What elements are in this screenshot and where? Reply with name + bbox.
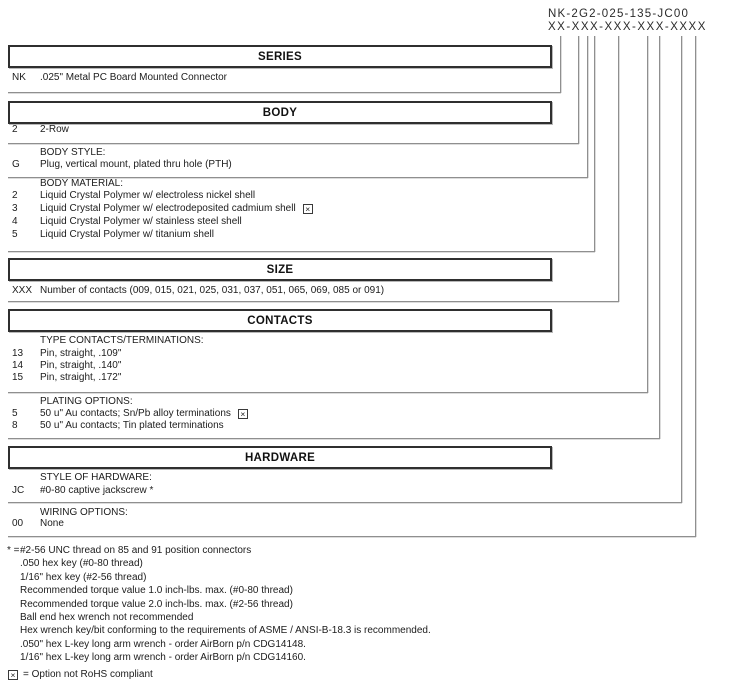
connector-line-body-row <box>578 36 579 144</box>
body-style-code: G <box>12 159 20 170</box>
contact-type-desc: Pin, straight, .109" <box>40 348 122 359</box>
footnote-asterisk: * = <box>7 545 20 556</box>
size-code: XXX <box>12 285 33 296</box>
hardware-style-code: JC <box>12 485 25 496</box>
contact-type-label: TYPE CONTACTS/TERMINATIONS: <box>40 335 204 346</box>
body-material-desc-text: Liquid Crystal Polymer w/ electrodeposited cadmium shell <box>40 203 296 214</box>
body-material-code: 4 <box>12 216 18 227</box>
rohs-legend-text: = Option not RoHS compliant <box>23 669 153 680</box>
body-material-code: 3 <box>12 203 18 214</box>
wiring-code: 00 <box>12 518 24 529</box>
body-material-code: 2 <box>12 190 18 201</box>
section-header-size: SIZE <box>8 258 552 281</box>
contact-type-code: 14 <box>12 360 24 371</box>
plating-desc-text: 50 u" Au contacts; Sn/Pb alloy terminations <box>40 408 231 419</box>
connector-line-body-style <box>587 36 588 178</box>
footnote-line: Hex wrench key/bit conforming to the requirements of ASME / ANSI-B-18.3 is recommended. <box>20 625 431 637</box>
connector-line-series <box>560 36 561 93</box>
rule-size <box>8 301 619 302</box>
footnote-text: #2-56 UNC thread on 85 and 91 position connectors <box>20 545 252 556</box>
footnote-line: 1/16" hex key (#2-56 thread) <box>20 571 147 583</box>
footnote-line: .050" hex L-key long arm wrench - order AirBorn p/n CDG14148. <box>20 638 306 650</box>
body-style-desc: Plug, vertical mount, plated thru hole (PTH) <box>40 159 232 170</box>
body-material-code: 5 <box>12 229 18 240</box>
part-number-mask: XX-XXX-XXX-XXX-XXXX <box>548 21 707 33</box>
section-header-contacts: CONTACTS <box>8 309 552 332</box>
not-rohs-icon: × <box>8 670 18 680</box>
footnote-line: Recommended torque value 2.0 inch-lbs. max. (#2-56 thread) <box>20 598 293 610</box>
hardware-style-label: STYLE OF HARDWARE: <box>40 472 152 483</box>
body-material-desc <box>40 203 313 214</box>
wiring-options-label: WIRING OPTIONS: <box>40 507 128 518</box>
plating-code: 8 <box>12 420 18 431</box>
plating-desc: 50 u" Au contacts; Tin plated terminations <box>40 420 224 431</box>
series-desc: .025" Metal PC Board Mounted Connector <box>40 72 227 83</box>
rule-series <box>8 92 561 93</box>
body-material-desc: Liquid Crystal Polymer w/ electroless nickel shell <box>40 190 256 201</box>
rule-body-row <box>8 143 579 144</box>
plating-desc <box>40 408 248 419</box>
footnote-line: .050 hex key (#0-80 thread) <box>20 558 143 570</box>
size-desc: Number of contacts (009, 015, 021, 025, 031, 037, 051, 065, 069, 085 or 091) <box>40 285 385 296</box>
connector-line-body-material <box>594 36 595 252</box>
connector-line-size <box>618 36 619 302</box>
contact-type-code: 15 <box>12 372 24 383</box>
contact-type-desc: Pin, straight, .140" <box>40 360 122 371</box>
footnote-line: 1/16" hex L-key long arm wrench - order AirBorn p/n CDG14160. <box>20 652 306 664</box>
wiring-desc: None <box>40 518 64 529</box>
body-row-desc: 2-Row <box>40 124 69 135</box>
not-rohs-icon: × <box>303 204 313 214</box>
connector-line-hardware-style <box>681 36 682 503</box>
footnote-line: Recommended torque value 1.0 inch-lbs. max. (#0-80 thread) <box>20 585 293 597</box>
section-header-hardware: HARDWARE <box>8 446 552 469</box>
footnote-line: Ball end hex wrench not recommended <box>20 612 194 624</box>
rule-wiring <box>8 536 696 537</box>
body-material-label: BODY MATERIAL: <box>40 178 123 189</box>
footnote-block <box>7 544 431 665</box>
connector-line-wiring <box>695 36 696 537</box>
connector-line-contact-type <box>647 36 648 393</box>
section-header-body: BODY <box>8 101 552 124</box>
plating-code: 5 <box>12 408 18 419</box>
body-row-code: 2 <box>12 124 18 135</box>
connector-line-plating <box>659 36 660 439</box>
not-rohs-icon: × <box>238 409 248 419</box>
contact-type-code: 13 <box>12 348 24 359</box>
hardware-style-desc: #0-80 captive jackscrew * <box>40 485 154 496</box>
contact-type-desc: Pin, straight, .172" <box>40 372 122 383</box>
rule-plating <box>8 438 660 439</box>
rule-body-material <box>8 251 595 252</box>
rohs-legend <box>8 669 153 680</box>
rule-contact-type <box>8 392 648 393</box>
section-header-series: SERIES <box>8 45 552 68</box>
rule-hardware-style <box>8 502 682 503</box>
body-material-desc: Liquid Crystal Polymer w/ titanium shell <box>40 229 214 240</box>
body-style-label: BODY STYLE: <box>40 147 106 158</box>
series-code: NK <box>12 72 26 83</box>
footnote-line <box>7 544 431 557</box>
body-material-desc: Liquid Crystal Polymer w/ stainless steel shell <box>40 216 242 227</box>
plating-options-label: PLATING OPTIONS: <box>40 396 133 407</box>
part-number-example: NK-2G2-025-135-JC00 <box>548 8 690 20</box>
